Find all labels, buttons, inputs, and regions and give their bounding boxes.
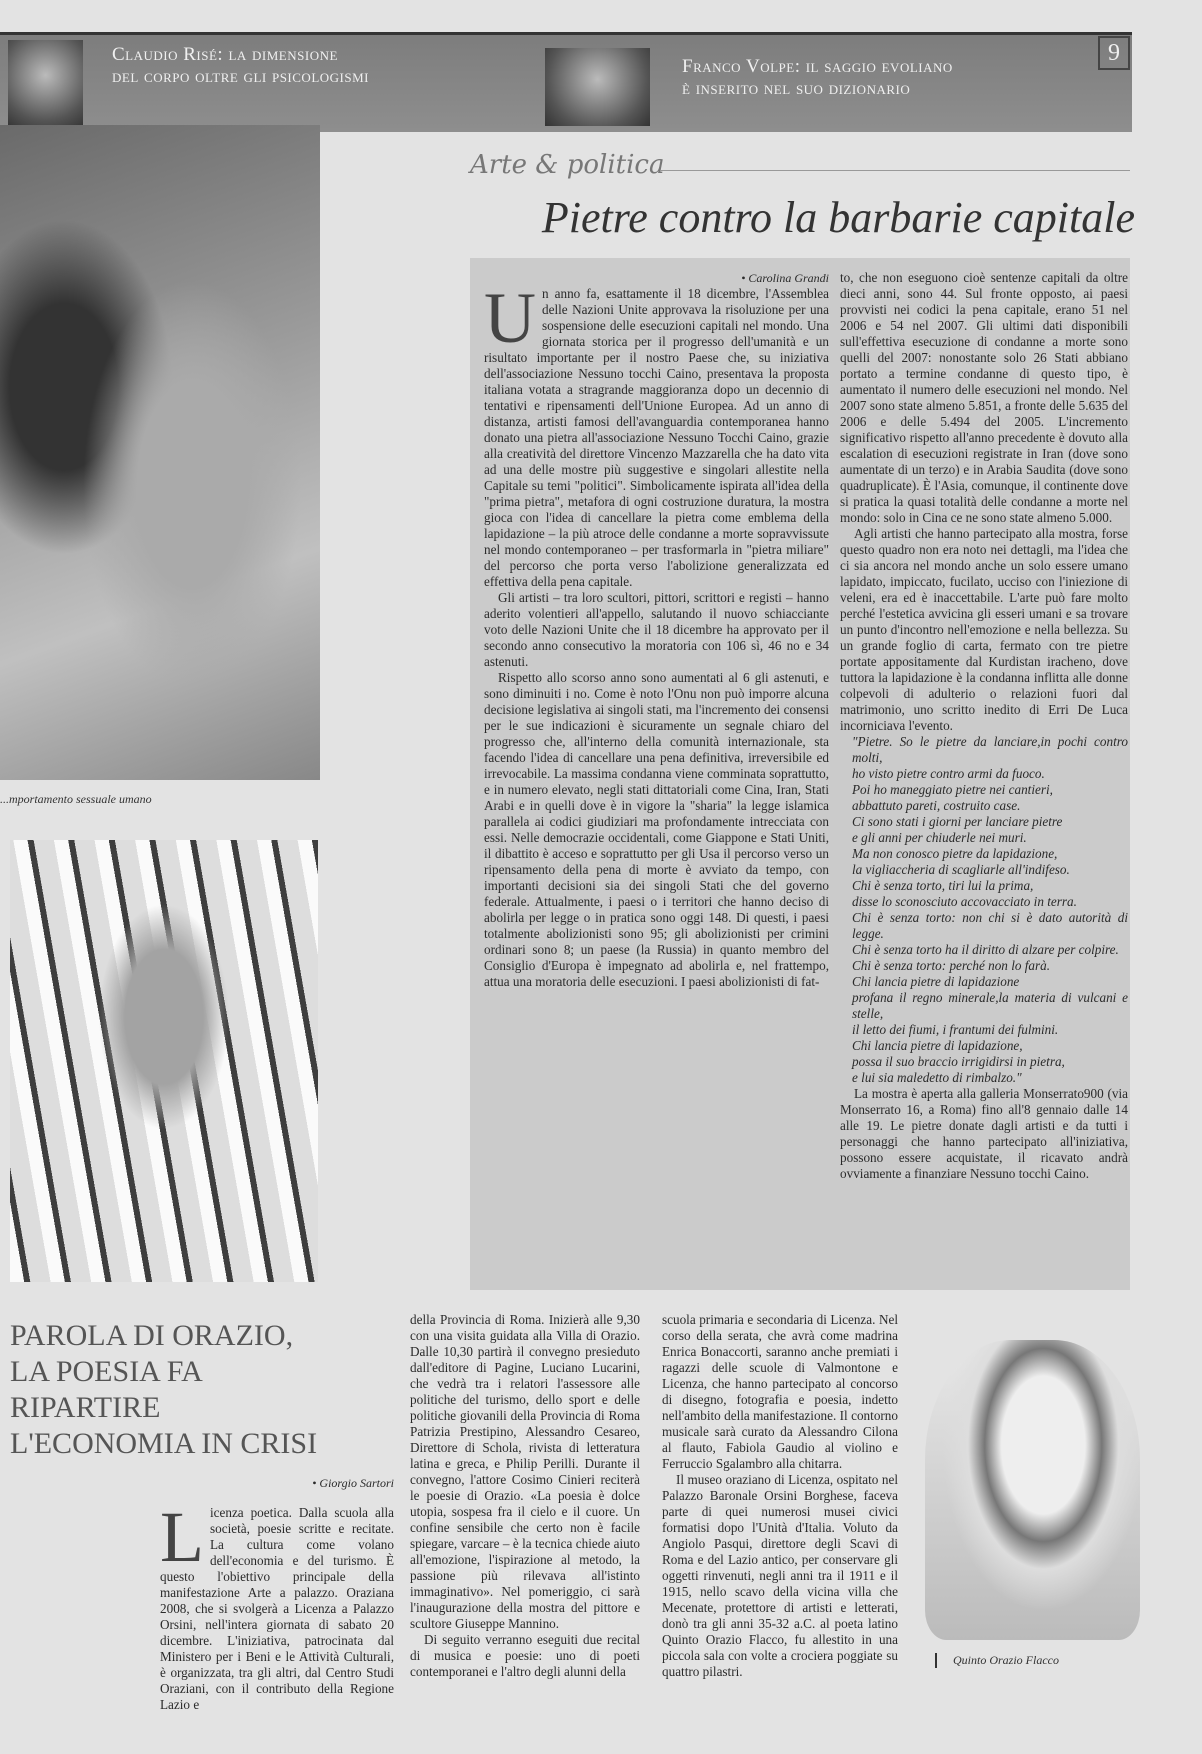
poem-line: Chi lancia pietre di lapidazione, bbox=[852, 1038, 1023, 1053]
paragraph: Agli artisti che hanno partecipato alla mostra, forse questo quadro non era noto nei dettagli, ma l'idea che ci sia ancora nel mondo anche un solo essere umano lapidato, impiccato, fucilato, ucciso con l'iniezione di veleni, era ed è inaccettabile. L'arte può fare molto perché l'estetica avvicina gli esseri umani e sa trovare un punto d'incontro nell'emozione e nella bellezza. Su un grande foglio di carta, fermato con tre pietre portate appositamente dal Kurdistan iracheno, dove tuttora la lapidazione è la condanna inflitta alle donne colpevoli di adulterio o relazioni fuori dal matrimonio, uno scritto inedito di Erri De Luca incorniciava l'evento. bbox=[840, 526, 1128, 733]
drop-cap: U bbox=[484, 278, 536, 358]
paragraph: Di seguito verranno eseguiti due recital di musica e poesie: uno di poeti contemporanei e l'altro degli alunni della bbox=[410, 1632, 640, 1679]
poem-line: e lui sia maledetto di rimbalzo." bbox=[852, 1070, 1022, 1085]
header-teaser-left[interactable] bbox=[112, 44, 369, 88]
paragraph: scuola primaria e secondaria di Licenza. Nel corso della serata, che avrà come madrina Enrica Bonaccorti, saranno anche premiati i ragazzi delle scuole di Valmontone e Licenza, che hanno partecipato al concorso di disegno, fotografia e poesia, indetto nell'ambito della manifestazione. Il contorno musicale sarà curato da Alessandro Cilona al flauto, Fabiola Gaudio al violino e Ferruccio Sgalambro alla chitarra. bbox=[662, 1312, 898, 1471]
article2-headline bbox=[10, 1318, 340, 1462]
artwork-illustration bbox=[0, 125, 320, 780]
headline-line: L'ECONOMIA IN CRISI bbox=[10, 1427, 318, 1460]
headline-line: PAROLA DI ORAZIO, bbox=[10, 1319, 294, 1352]
paragraph: icenza poetica. Dalla scuola alla società, poesie scritte e recitate. La cultura come volano dell'economia e del turismo. È questo l'obiettivo principale della manifestazione Arte a palazzo. Oraziana 2008, che si svolgerà a Licenza a Palazzo Orsini, nell'intera giornata di sabato 20 dicembre. L'iniziativa, patrocinata dal Ministero per i Beni e le Attività Culturali, è organizzata, tra gli altri, dal Centro Studi Oraziani, con il contributo della Regione Lazio e bbox=[160, 1505, 394, 1712]
poem-line: disse lo sconosciuto accovacciato in terra. bbox=[852, 894, 1077, 909]
poem-line: e gli anni per chiuderle nei muri. bbox=[852, 830, 1027, 845]
poem-line: "Pietre. So le pietre da lanciare,in pochi contro molti, bbox=[852, 734, 1128, 765]
header-teaser-right[interactable] bbox=[682, 56, 953, 100]
page-number: 9 bbox=[1098, 36, 1130, 70]
portrait-caption: Quinto Orazio Flacco bbox=[935, 1653, 1059, 1668]
artwork-caption: ...mportamento sessuale umano bbox=[0, 792, 152, 806]
drop-cap: L bbox=[160, 1505, 204, 1577]
headline-line: LA POESIA FA RIPARTIRE bbox=[10, 1355, 202, 1424]
paragraph: Gli artisti – tra loro scultori, pittori, scrittori e registi – hanno aderito volentieri all'appello, salutando il nuovo schiacciante voto delle Nazioni Unite che il 18 dicembre ha approvato per il secondo anno consecutivo la moratoria con 106 sì, 46 no e 34 astenuti. bbox=[484, 590, 829, 669]
paragraph: Rispetto allo scorso anno sono aumentati al 6 gli astenuti, e sono diminuiti i no. Come è noto l'Onu non può imporre alcuna decisione legislativa ai singoli stati, ma l'incremento dei consensi per le sue indicazioni è sicuramente un segnale chiaro del progresso che, all'interno della comunità internazionale, sta facendo l'idea di cancellare una pena definitiva, irreversibile ed irrevocabile. La massima condanna viene comminata soprattutto, e in numero elevato, negli stati dittatoriali come Cina, Iran, Stati Arabi e in quelli dove è in vigore la "sharia" la legge islamica parallela ai codici giudiziari ma profondamente intrecciata con essi. Nelle democrazie occidentali, come Giappone e Stati Uniti, il dibattito è acceso e soprattutto per gli Usa il percorso verso un ripensamento della pena di morte è avviato da tempo, con importanti decisioni sia dei singoli Stati che del governo federale. Attualmente, i paesi o i territori che hanno deciso di abolirla per legge o in pratica sono oggi 148. Di questi, i paesi totalmente abolizionisti sono 95; gli abolizionisti per crimini ordinari sono 8; un paese (la Russia) in quanto membro del Consiglio d'Europa è impegnato ad abolirla e, nel frattempo, attua una moratoria delle esecuzioni. I paesi abolizionisti di fat- bbox=[484, 670, 829, 989]
paragraph: Il museo oraziano di Licenza, ospitato nel Palazzo Baronale Orsini Borghese, faceva parte di quei numerosi musei civici formatisi dopo l'Unità d'Italia. Voluto da Angiolo Pasqui, direttore degli Scavi di Roma e del Lazio antico, per conservare gli oggetti rinvenuti, negli anni tra il 1911 e il 1915, nello scavo della vicina villa che Mecenate, protettore di artisti e letterati, donò tra gli anni 35-32 a.C. al poeta latino Quinto Orazio Flacco, fu allestito in una piccola sala con volte a crociera poggiate su quattro pilastri. bbox=[662, 1472, 898, 1679]
teaser-line: Claudio Risé: la dimensione bbox=[112, 44, 338, 65]
poem-line: Chi è senza torto: perché non lo farà. bbox=[852, 958, 1051, 973]
byline: • Giorgio Sartori bbox=[312, 1476, 394, 1490]
paragraph: n anno fa, esattamente il 18 dicembre, l'Assemblea delle Nazioni Unite approvava la risoluzione per una sospensione delle esecuzioni capitali nel mondo. Una giornata storica per il progresso dell'umanità e un risultato importante per il nostro Paese che, su iniziativa dell'associazione Nessuno tocchi Caino, presentava la proposta italiana votata a stragrande maggioranza dopo un decennio di tentativi e ripensamenti dell'Unione Europea. Ad un anno di distanza, artisti famosi dell'avanguardia contemporanea hanno donato una pietra all'associazione Nessuno Tocchi Caino, grazie alla creatività del direttore Vincenzo Mazzarella che ha dato vita ad una delle mostre più suggestive e singolari allestite nella Capitale su temi "politici". Simbolicamente ispirata all'idea della "prima pietra", metafora di ogni costruzione duratura, la mostra gioca con l'idea di cancellare la pietra come emblema della lapidazione – la più atroce delle condanne a morte sopravvissute nel mondo contemporaneo – per trasformarla in "pietra miliare" del percorso che porta verso l'abolizione generalizzata ed effettiva della pena capitale. bbox=[484, 286, 829, 589]
poem-line: possa il suo braccio irrigidirsi in pietra, bbox=[852, 1054, 1065, 1069]
poem-line: ho visto pietre contro armi da fuoco. bbox=[852, 766, 1045, 781]
poem-line: Chi è senza torto: non chi si è dato autorità di legge. bbox=[852, 910, 1128, 941]
portrait-orazio bbox=[925, 1340, 1140, 1640]
poem-line: profana il regno minerale,la materia di vulcani e stelle, bbox=[852, 990, 1128, 1021]
poem-line: Chi è senza torto, tiri lui la prima, bbox=[852, 878, 1034, 893]
article-column-1 bbox=[484, 270, 829, 1275]
byline: • Carolina Grandi bbox=[741, 271, 829, 285]
artwork-dancers-illustration bbox=[10, 840, 318, 1282]
section-kicker: Arte & politica bbox=[470, 150, 665, 180]
article2-column-2 bbox=[410, 1312, 640, 1752]
divider bbox=[660, 170, 1130, 171]
author-photo-rise bbox=[8, 40, 83, 128]
author-photo-volpe bbox=[545, 48, 650, 126]
teaser-line: del corpo oltre gli psicologismi bbox=[112, 66, 369, 87]
paragraph: La mostra è aperta alla galleria Monserrato900 (via Monserrato 16, a Roma) fino all'8 gennaio dalle 14 alle 19. Le pietre donate dagli artisti e da tutti i personaggi che hanno partecipato all'iniziativa, possono essere acquistate, il ricavato andrà ovviamente a finanziare Nessuno tocchi Caino. bbox=[840, 1086, 1128, 1181]
poem-line: Chi lancia pietre di lapidazione bbox=[852, 974, 1020, 989]
poem-line: Chi è senza torto ha il diritto di alzare per colpire. bbox=[852, 942, 1119, 957]
article2-column-1 bbox=[160, 1505, 394, 1750]
teaser-line: Franco Volpe: il saggio evoliano bbox=[682, 56, 953, 77]
article-title: Pietre contro la barbarie capitale bbox=[541, 193, 1135, 242]
article2-column-3 bbox=[662, 1312, 898, 1752]
poem-line: il letto dei fiumi, i frantumi dei fulmini. bbox=[852, 1022, 1059, 1037]
article-column-2 bbox=[840, 270, 1128, 1280]
poem-line: abbattuto pareti, costruito case. bbox=[852, 798, 1021, 813]
poem-line: la vigliaccheria di scagliarle all'indifeso. bbox=[852, 862, 1070, 877]
teaser-line: è inserito nel suo dizionario bbox=[682, 78, 911, 99]
paragraph: to, che non eseguono cioè sentenze capitali da oltre dieci anni, sono 44. Sul fronte opposto, ai paesi provvisti nei codici la pena capitale, erano 51 nel 2006 e 54 nel 2007. Gli ultimi dati disponibili sull'effettiva esecuzione di condanne a morte sono quelli del 2007: nonostante solo 26 Stati abbiano portato a termine condanne di questo tipo, è aumentato il numero delle esecuzioni nel mondo. Nel 2007 sono state almeno 5.851, a fronte delle 5.635 del 2006 e delle 5.494 del 2005. L'incremento significativo rispetto all'anno precedente è dovuto alla escalation di esecuzioni registrate in Iran (dove sono aumentate di un terzo) e in Arabia Saudita (dove sono quadruplicate). È l'Asia, comunque, il continente dove si pratica la quasi totalità delle condanne a morte nel mondo: solo in Cina ce ne sono state almeno 5.000. bbox=[840, 270, 1128, 525]
paragraph: della Provincia di Roma. Inizierà alle 9,30 con una visita guidata alla Villa di Orazio. Dalle 10,30 partirà il convegno presieduto dall'editore di Pagine, Luciano Lucarini, che vedrà tra i relatori l'assessore alle politiche del turismo, dello sport e delle politiche giovanili della Provincia di Roma Patrizia Prestipino, Alessandro Cesareo, Direttore di Schola, rivista di letteratura latina e greca, e Philip Perilli. Durante il convegno, l'attore Cosimo Cinieri reciterà le poesie di Orazio. «La poesia è dolce utopia, sospesa fra il cielo e il cuore. Un confine sensibile che certo non è facile spiegare, varcare – è la tecnica chiede aiuto all'emozione, l'ispirazione al metodo, la passione più rilevava all'istinto immaginativo». Nel pomeriggio, ci sarà l'inaugurazione della mostra del pittore e scultore Giuseppe Mannino. bbox=[410, 1312, 640, 1631]
poem-line: Ci sono stati i giorni per lanciare pietre bbox=[852, 814, 1063, 829]
poem-line: Ma non conosco pietre da lapidazione, bbox=[852, 846, 1058, 861]
poem-line: Poi ho maneggiato pietre nei cantieri, bbox=[852, 782, 1053, 797]
poem bbox=[840, 734, 1128, 1086]
